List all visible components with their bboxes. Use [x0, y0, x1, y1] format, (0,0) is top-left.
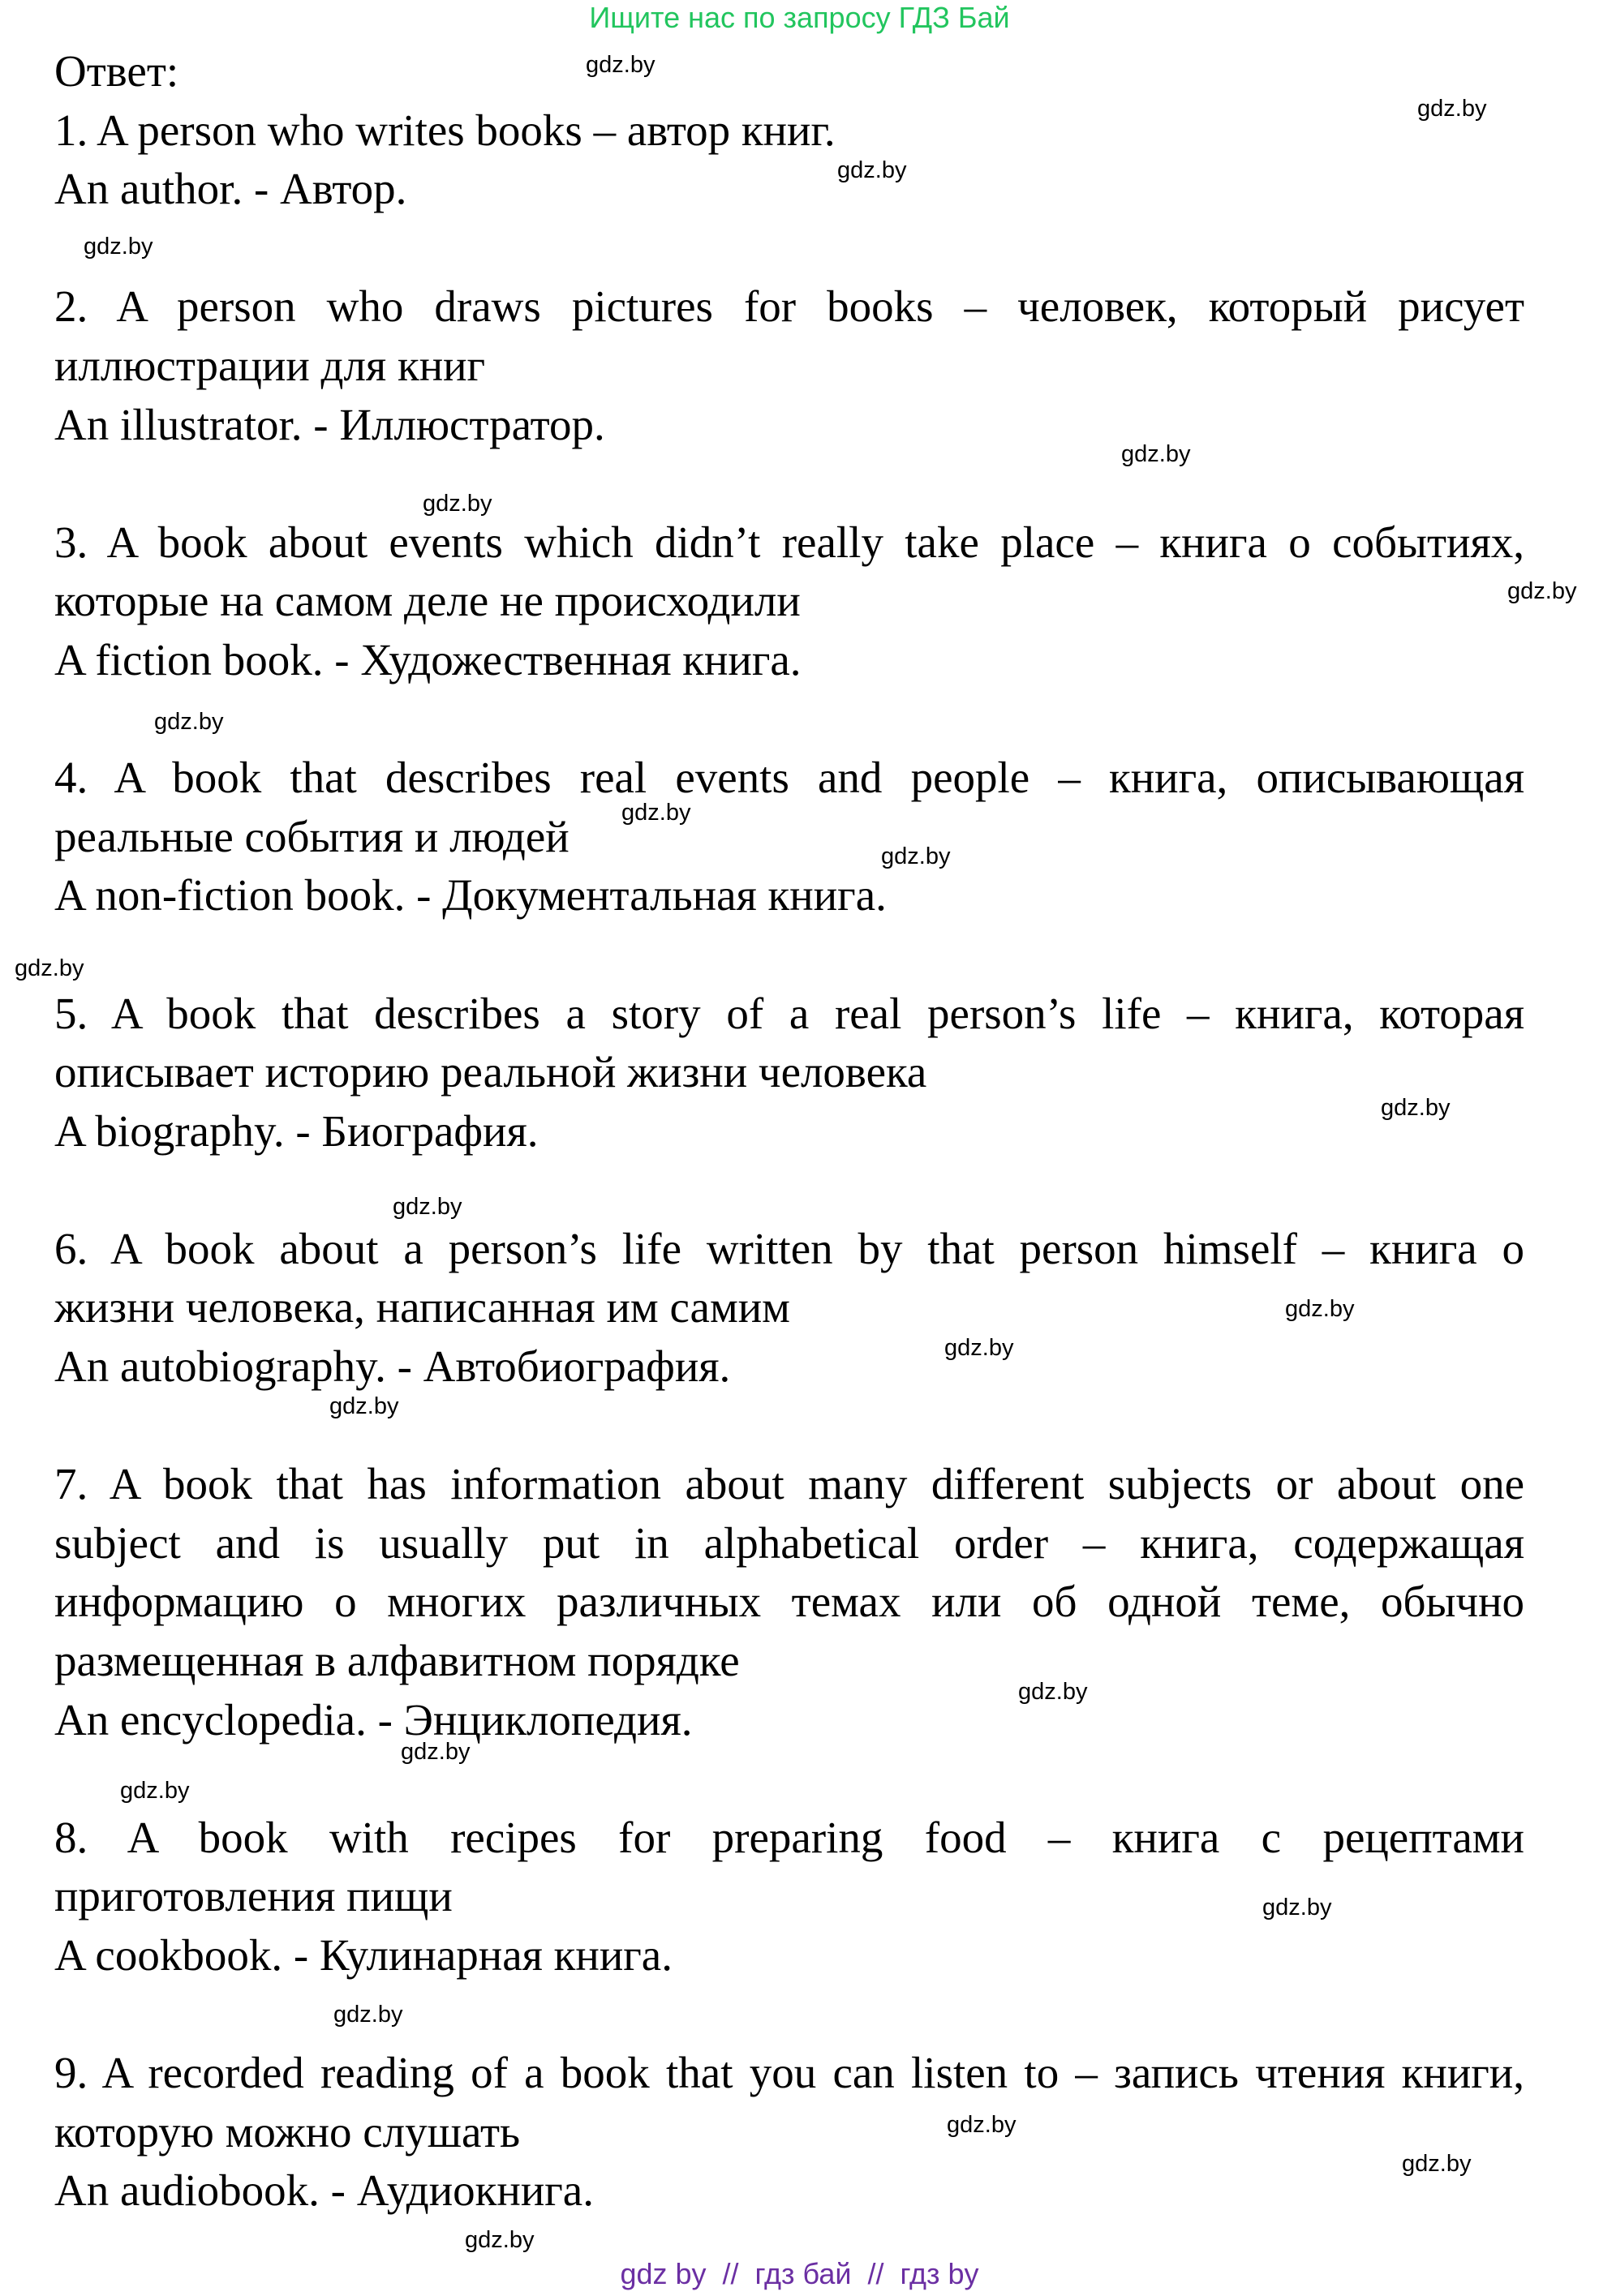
watermark: gdz.by [881, 843, 951, 869]
watermark: gdz.by [120, 1778, 190, 1804]
question-9-line-1: 9. A recorded reading of a book that you can listen to – запись чтения книги, [54, 2048, 1524, 2098]
watermark: gdz.by [465, 2227, 535, 2253]
question-2-line-1: 2. A person who draws pictures for books – человек, который рисует [54, 281, 1524, 332]
answer-3: A fiction book. - Художественная книга. [54, 634, 802, 685]
watermark: gdz.by [423, 491, 492, 517]
footer-links: gdz by // гдз бай // гдз by [620, 2257, 979, 2290]
watermark: gdz.by [393, 1194, 462, 1220]
watermark: gdz.by [944, 1335, 1014, 1361]
watermark: gdz.by [1381, 1095, 1451, 1121]
question-8-line-1: 8. A book with recipes for preparing food – книга с рецептами [54, 1812, 1524, 1862]
question-7-line-3: информацию о многих различных темах или об одной теме, обычно [54, 1577, 1524, 1627]
watermark: gdz.by [947, 2112, 1017, 2138]
question-9-line-2: которую можно слушать [54, 2106, 521, 2157]
answer-2: An illustrator. - Иллюстратор. [54, 399, 605, 449]
answer-5: A biography. - Биография. [54, 1105, 539, 1156]
answer-4: A non-fiction book. - Документальная книга. [54, 870, 887, 921]
answer-1: An author. - Автор. [54, 164, 407, 214]
question-8-line-2: приготовления пищи [54, 1871, 453, 1921]
answer-6: An autobiography. - Автобиография. [54, 1341, 731, 1392]
question-6-line-2: жизни человека, написанная им самим [54, 1282, 790, 1333]
watermark: gdz.by [329, 1393, 399, 1419]
question-4-line-2: реальные события и людей [54, 811, 570, 861]
question-7-line-4: размещенная в алфавитном порядке [54, 1636, 740, 1686]
question-1-line-1: 1. A person who writes books – автор книг. [54, 105, 836, 155]
watermark: gdz.by [333, 2002, 403, 2028]
watermark: gdz.by [1417, 96, 1487, 122]
watermark: gdz.by [837, 157, 907, 183]
watermark: gdz.by [586, 52, 656, 78]
watermark: gdz.by [1285, 1296, 1355, 1322]
top-banner: Ищите нас по запросу ГДЗ Бай [589, 1, 1010, 34]
answer-8: A cookbook. - Кулинарная книга. [54, 1930, 673, 1980]
question-7-line-1: 7. A book that has information about many different subjects or about one [54, 1459, 1524, 1509]
watermark: gdz.by [401, 1739, 471, 1765]
question-5-line-2: описывает историю реальной жизни человека [54, 1047, 927, 1097]
question-3-line-2: которые на самом деле не происходили [54, 576, 801, 626]
answer-label: Ответ: [54, 46, 179, 96]
watermark: gdz.by [154, 709, 224, 735]
answer-9: An audiobook. - Аудиокнига. [54, 2165, 594, 2216]
question-3-line-1: 3. A book about events which didn’t really take place – книга о событиях, [54, 517, 1524, 567]
answer-7: An encyclopedia. - Энциклопедия. [54, 1694, 693, 1745]
question-7-line-2: subject and is usually put in alphabetical order – книга, содержащая [54, 1517, 1524, 1568]
watermark: gdz.by [15, 955, 84, 981]
watermark: gdz.by [1507, 578, 1577, 604]
question-6-line-1: 6. A book about a person’s life written by that person himself – книга о [54, 1223, 1524, 1273]
question-4-line-1: 4. A book that describes real events and people – книга, описывающая [54, 753, 1524, 803]
watermark: gdz.by [1018, 1679, 1088, 1705]
watermark: gdz.by [621, 800, 691, 826]
question-2-line-2: иллюстрации для книг [54, 340, 486, 390]
watermark: gdz.by [84, 234, 153, 260]
question-5-line-1: 5. A book that describes a story of a real person’s life – книга, которая [54, 988, 1524, 1038]
watermark: gdz.by [1121, 441, 1191, 467]
watermark: gdz.by [1262, 1895, 1332, 1920]
watermark: gdz.by [1402, 2151, 1472, 2177]
